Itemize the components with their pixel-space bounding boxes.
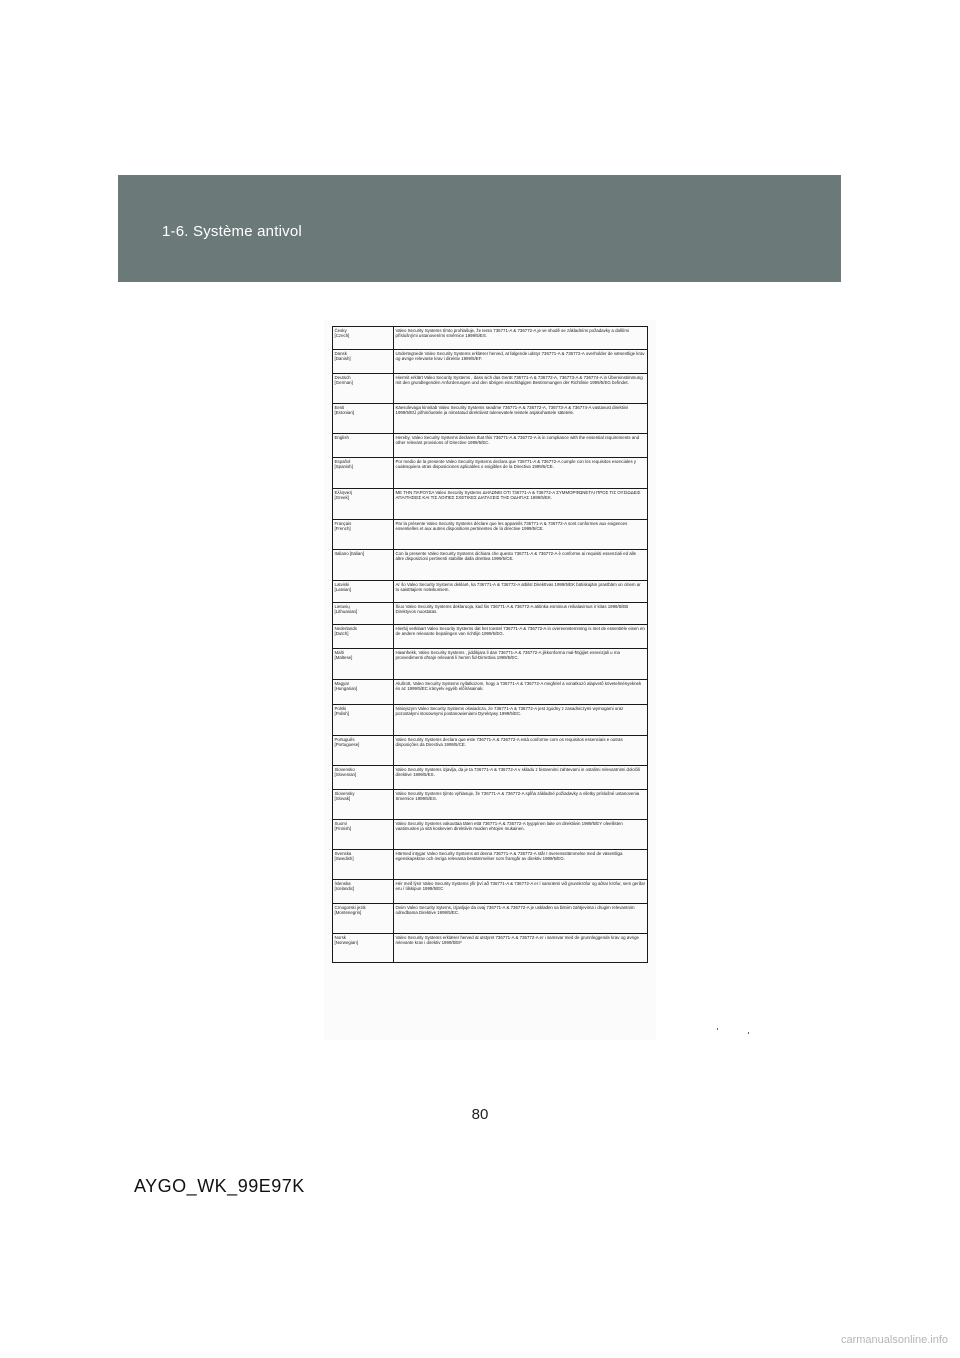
declaration-row xyxy=(333,705,648,736)
language-english-name: [Montenegrin] xyxy=(334,910,362,916)
declaration-text: Valeo Security Systems izjavlja, da je ta 736771-A & 736772-A v skladu z bistvenimi zahtevami in ostalimi relevantnimi določili direktive 1999/5/ES. xyxy=(394,766,648,790)
language-cell xyxy=(333,934,394,963)
language-cell xyxy=(333,350,394,374)
declaration-row xyxy=(333,458,648,489)
language-native-name: Latviski xyxy=(334,582,350,587)
language-cell xyxy=(333,904,394,934)
declaration-text: Ar šo Valeo Security Systems deklarē, ka 736771-A & 736772-A atbilst Direktīvas 1999/5/EK būtiskajām prasībām un citiem ar to saistītajiem noteikumiem. xyxy=(394,581,648,603)
declaration-table xyxy=(332,326,648,963)
declaration-row xyxy=(333,736,648,766)
language-cell xyxy=(333,489,394,520)
declaration-row xyxy=(333,625,648,649)
declaration-row xyxy=(333,904,648,934)
language-english-name: [Portuguese] xyxy=(334,742,360,748)
declaration-text: Hiermit erklärt Valeo Security Systems , dass sich das Gerät 736771-A & 736772-A, 736773-A & 736774-A in Übereinstimmung mit den grundlegenden Anforderungen und den übrigen einschlägigen Bestimmungen der Richtlinie 1999/5/EG befindet. xyxy=(394,374,648,404)
language-cell xyxy=(333,404,394,434)
language-english-name: [Maltese] xyxy=(334,655,353,661)
language-native-name: Norsk xyxy=(334,935,346,940)
language-native-name: Español xyxy=(334,459,351,464)
declaration-row xyxy=(333,327,648,350)
declaration-row xyxy=(333,404,648,434)
language-cell xyxy=(333,766,394,790)
declaration-row xyxy=(333,934,648,963)
section-title: 1-6. Système antivol xyxy=(162,223,302,240)
declaration-row xyxy=(333,350,648,374)
language-native-name: Slovensko xyxy=(334,767,355,772)
declaration-row xyxy=(333,603,648,625)
declaration-text: Undertegnede Valeo Security Systems erklærer herved, at følgende udstyr 736771-A & 736772-A overholder de væsentlige krav og øvrige relevante krav i direktiv 1999/5/EF. xyxy=(394,350,648,374)
declaration-row xyxy=(333,434,648,458)
declaration-text: Valeo Security Systems declara que este 736771-A & 736772-A está conforme com os requisitos essenciais e outras disposições da Directiva 1999/5/CE. xyxy=(394,736,648,766)
declaration-text: Par la présente Valeo Security Systems déclare que les appareils 736771-A & 736772-A sont conformes aux exigences essentielles et aux autres dispositions pertinentes de la directive 1999/5/CE. xyxy=(394,520,648,550)
language-english-name: [Danish] xyxy=(334,356,351,362)
language-native-name: Ελληνική xyxy=(334,490,353,495)
language-english-name: [Greek] xyxy=(334,495,349,501)
language-native-name: Eesti xyxy=(334,405,345,410)
declaration-text: Alulírott, Valeo Security Systems nyilatkozom, hogy a 736771-A & 736772-A megfelel a vonatkozó alapvető követelményeknek és az 1999/5/EC irányelv egyéb előírásainak. xyxy=(394,680,648,705)
language-cell xyxy=(333,327,394,350)
page-number: 80 xyxy=(471,1106,489,1123)
declaration-text: Valeo Security Systems erklærer herved at utstyret 736771-A & 736772-A er i samsvar med de grunnleggende krav og øvrige relevante krav i direktiv 1999/5/EF xyxy=(394,934,648,963)
declaration-row xyxy=(333,489,648,520)
language-native-name: Português xyxy=(334,737,355,742)
language-native-name: Íslenska xyxy=(334,881,351,886)
declaration-text: Hawnhekk, Valeo Security Systems , jiddikjara li dan 736771-A & 736772-A jikkonforma mal-ħtiġijiet essenzjali u ma provvedimenti oħrajn relevanti li hemm fid-Dirrettiva 1999/5/EC. xyxy=(394,649,648,680)
language-english-name: [Latvian] xyxy=(334,587,352,593)
language-cell xyxy=(333,649,394,680)
watermark: carmanualsonline.info xyxy=(840,1334,948,1346)
language-native-name: Polski xyxy=(334,706,347,711)
language-native-name: Česky xyxy=(334,328,347,333)
document-code: AYGO_WK_99E97K xyxy=(134,1176,305,1196)
language-english-name: [Dutch] xyxy=(334,631,349,637)
declaration-row xyxy=(333,649,648,680)
language-english-name: [Estonian] xyxy=(334,410,355,416)
declaration-of-conformity-scan xyxy=(324,320,656,1040)
language-cell xyxy=(333,790,394,820)
language-native-name: Malti xyxy=(334,650,344,655)
declaration-row xyxy=(333,581,648,603)
language-native-name: Lietuvių xyxy=(334,604,350,609)
language-cell xyxy=(333,520,394,550)
language-cell xyxy=(333,705,394,736)
language-english-name: [Norwegian] xyxy=(334,940,358,946)
declaration-text: ΜΕ ΤΗΝ ΠΑΡΟΥΣΑ Valeo Security Systems ΔΗΛΩΝΕΙ ΟΤΙ 736771-A & 736772-A ΣΥΜΜΟΡΦΩΝΕΤΑΙ ΠΡΟΣ ΤΙΣ ΟΥΣΙΩΔΕΙΣ ΑΠΑΙΤΗΣΕΙΣ ΚΑΙ ΤΙΣ ΛΟΙΠΕΣ ΣΧΕΤΙΚΕΣ ΔΙΑΤΑΞΕΙΣ ΤΗΣ ΟΔΗΓΙΑΣ 1999/5/ΕΚ. xyxy=(394,489,648,520)
language-cell xyxy=(333,680,394,705)
language-native-name: Crnogorski jezik xyxy=(334,905,366,910)
language-english-name: [Icelandic] xyxy=(334,886,355,892)
declaration-row xyxy=(333,880,648,904)
language-native-name: Dansk xyxy=(334,351,347,356)
declaration-row xyxy=(333,766,648,790)
scan-speck xyxy=(717,1028,718,1030)
language-cell xyxy=(333,550,394,581)
declaration-text: Šiuo Valeo Security Systems deklaruoja, kad šis 736771-A & 736772-A atitinka esminius reikalavimus ir kitas 1999/5/EB Direktyvos nuostatas. xyxy=(394,603,648,625)
language-english-name: [Hungarian] xyxy=(334,686,358,692)
language-english-name: [Finnish] xyxy=(334,826,352,832)
declaration-row xyxy=(333,850,648,880)
language-native-name: Slovensky xyxy=(334,791,355,796)
language-cell xyxy=(333,850,394,880)
language-native-name: Italiano [Italian] xyxy=(334,551,365,556)
language-native-name: Magyar xyxy=(334,681,350,686)
declaration-text: Valeo Security Systems tímto prohlašuje, že tento 736771-A & 736772-A je ve shodě se základními požadavky a dalšími příslušnými ustanoveními směrnice 1999/5/ES. xyxy=(394,327,648,350)
language-cell xyxy=(333,581,394,603)
language-cell xyxy=(333,374,394,404)
language-cell xyxy=(333,458,394,489)
language-cell xyxy=(333,880,394,904)
language-english-name: [Slovak] xyxy=(334,796,351,802)
header-band xyxy=(118,175,841,282)
declaration-text: Con la presente Valeo Security Systems dichiara che questo 736771-A & 736772-A è conforme ai requisiti essenziali ed alle altre disposizioni pertinenti stabilite dalla direttiva 1999/5/CE. xyxy=(394,550,648,581)
declaration-text: Por medio de la presente Valeo Security Systems declara que 736771-A & 736772-A cumple con los requisitos esenciales y cualesquiera otras disposiciones aplicables o exigibles de la Directiva 1999/5/CE. xyxy=(394,458,648,489)
language-english-name: [Slovenian] xyxy=(334,772,357,778)
declaration-text: Hierbij verklaart Valeo Security Systems dat het toestel 736771-A & 736772-A in overeenstemming is met de essentiële eisen en de andere relevante bepalingen van richtlijn 1999/5/EG. xyxy=(394,625,648,649)
declaration-row xyxy=(333,520,648,550)
scan-speck xyxy=(748,1032,749,1034)
language-native-name: Deutsch xyxy=(334,375,351,380)
declaration-text: Niniejszym Valeo Security Systems oświadcza, że 736771-A & 736772-A jest zgodny z zasadniczymi wymogami oraz pozostałymi stosownymi postanowieniami Dyrektywy 1999/5/EC. xyxy=(394,705,648,736)
language-cell xyxy=(333,603,394,625)
declaration-text: Ovim Valeo Security Sytems, izjavljuje da ovaj 736771-A & 736772-A je usklađen sa bitnim zahtjevima i drugim relevantnim odredbama Direktive 1999/5/EC. xyxy=(394,904,648,934)
language-english-name: [German] xyxy=(334,380,353,386)
declaration-text: Härmed intygar Valeo Security Systems att denna 736771-A & 736772-A står I överensstämmelse med de väsentliga egenskapskrav och övriga relevanta bestämmelser som framgår av direktiv 1999/5/EG. xyxy=(394,850,648,880)
declaration-text: Hereby, Valeo Security Systems declares that this 736771-A & 736772-A is in compliance with the essential requirements and other relevant provisions of Directive 1999/5/EC. xyxy=(394,434,648,458)
language-native-name: English xyxy=(334,435,349,440)
language-cell xyxy=(333,736,394,766)
declaration-row xyxy=(333,820,648,850)
declaration-row xyxy=(333,680,648,705)
language-cell xyxy=(333,820,394,850)
language-native-name: Suomi xyxy=(334,821,347,826)
declaration-text: Valeo Security Systems týmto vyhlasuje, že 736771-A & 736772-A spĺňa základné požiadavky a všetky príslušné ustanovenia Smernice 1999/5/ES. xyxy=(394,790,648,820)
language-english-name: [Spanish] xyxy=(334,464,353,470)
language-cell xyxy=(333,625,394,649)
language-native-name: Français xyxy=(334,521,352,526)
declaration-text: Hér með lýsir Valeo Security Systems yfir því að 736771-A & 736772-A er í samræmi við grunnkröfur og aðrar kröfur, sem gerðar eru í tilskipun 1999/5/EC xyxy=(394,880,648,904)
language-english-name: [Polish] xyxy=(334,711,349,717)
language-english-name: [French] xyxy=(334,526,351,532)
declaration-text: Käesolevaga kinnitab Valeo Security Systems seadme 736771-A & 736772-A, 736773-A & 736774-A vastavust direktiivi 1999/5/EÜ põhinõuetele ja nimetatud direktiivist tulenevatele teistele asjakohastele sätetele. xyxy=(394,404,648,434)
declaration-text: Valeo Security Systems vakuuttaa täten että 736771-A & 736772-A tyyppinen laite on direktiivin 1999/5/EY oleellisten vaatimusten ja sitä koskevien direktiivin muiden ehtojen mukainen. xyxy=(394,820,648,850)
declaration-row xyxy=(333,550,648,581)
declaration-table-body xyxy=(333,327,648,963)
language-cell xyxy=(333,434,394,458)
declaration-row xyxy=(333,790,648,820)
language-native-name: Nederlands xyxy=(334,626,357,631)
language-english-name: [Swedish] xyxy=(334,856,354,862)
language-english-name: [Czech] xyxy=(334,333,350,339)
language-native-name: Svenska xyxy=(334,851,352,856)
language-english-name: [Lithuanian] xyxy=(334,609,358,615)
declaration-row xyxy=(333,374,648,404)
